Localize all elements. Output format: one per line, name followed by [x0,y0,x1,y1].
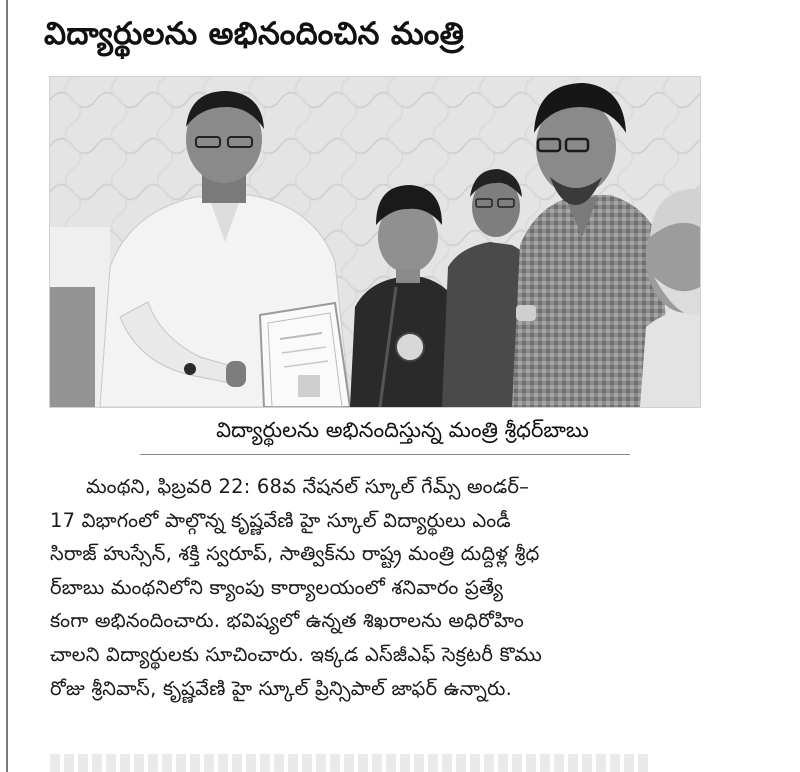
page-margin-rule [6,0,8,772]
body-line: చాలని విద్యార్థులకు సూచించారు. ఇక్కడ ఎస్‌జీఎఫ్ సెక్రటరీ కొము [50,642,542,666]
body-line: 17 విభాగంలో పాల్గొన్న కృష్ణవేణి హై స్కూల్ విద్యార్థులు ఎండీ [50,508,511,532]
body-line: మంథని, ఫిబ్రవరి 22: 68వ నేషనల్ స్కూల్ గేమ్స్ అండర్– [86,475,530,498]
body-line: కంగా అభినందించారు. భవిష్యలో ఉన్నత శిఖరాలను అధిరోహిం [50,609,524,633]
body-line: ర్‌బాబు మంథనిలోని క్యాంపు కార్యాలయంలో శనివారం ప్రత్యే [50,575,504,599]
body-line: రోజు శ్రీనివాస్, కృష్ణవేణి హై స్కూల్ ప్రిన్సిపాల్ జాఫర్ ఉన్నారు. [50,676,512,700]
news-clipping [30,0,775,772]
caption-divider [140,454,630,455]
headline: విద్యార్థులను అభినందించిన మంత్రి [44,16,465,52]
cut-off-next-line [50,754,650,772]
photo-illustration [50,77,700,407]
body-line: సిరాజ్ హుస్సేన్, శక్తి స్వరూప్, సాత్విక్‌ను రాష్ట్ర మంత్రి దుద్దిళ్ల శ్రీధ [50,542,540,566]
news-photo [49,76,701,408]
photo-caption: విద్యార్థులను అభినందిస్తున్న మంత్రి శ్రీధర్‌బాబు [216,418,589,442]
article-body [50,470,715,705]
